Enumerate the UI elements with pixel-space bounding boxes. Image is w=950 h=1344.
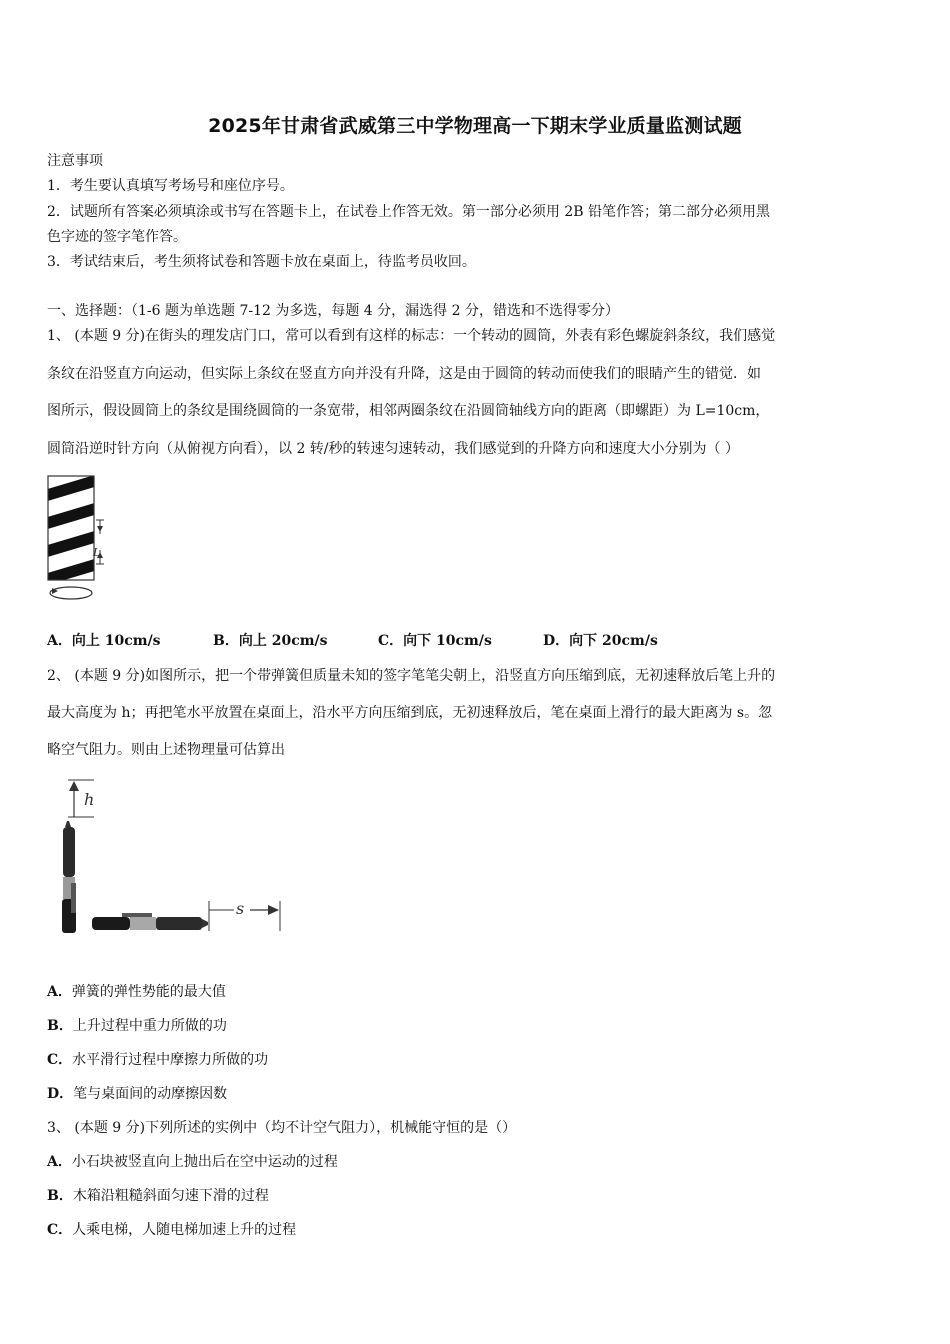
q1-option-a: A．向上 10cm/s xyxy=(47,633,161,649)
q1-text-line: 图所示，假设圆筒上的条纹是围绕圆筒的一条宽带，相邻两圈条纹在沿圆筒轴线方向的距离（即螺距）为 L=10cm， xyxy=(47,403,770,419)
q3-option-c: C．人乘电梯，人随电梯加速上升的过程 xyxy=(47,1222,297,1238)
q3-option-a: A．小石块被竖直向上抛出后在空中运动的过程 xyxy=(47,1154,338,1170)
q3-text-line: 3、 (本题 9 分)下列所述的实例中（均不计空气阻力），机械能守恒的是（） xyxy=(47,1120,517,1136)
notice-heading: 注意事项 xyxy=(47,153,103,169)
q2-text-line: 最大高度为 h；再把笔水平放置在桌面上，沿水平方向压缩到底，无初速释放后，笔在桌面上滑行的最大距离为 s。忽 xyxy=(47,705,773,721)
section-heading: 一、选择题：（1-6 题为单选题 7-12 为多选，每题 4 分，漏选得 2 分，错选和不选得零分） xyxy=(47,303,619,319)
barber-pole-figure xyxy=(44,472,114,607)
q1-option-d: D．向下 20cm/s xyxy=(543,633,658,649)
figure-label-s: s xyxy=(236,899,245,918)
q3-option-b: B．木箱沿粗糙斜面匀速下滑的过程 xyxy=(47,1188,269,1204)
q2-option-d: D．笔与桌面间的动摩擦因数 xyxy=(47,1086,228,1102)
q1-text-line: 1、 (本题 9 分)在街头的理发店门口，常可以看到有这样的标志：一个转动的圆筒，外表有彩色螺旋斜条纹，我们感觉 xyxy=(47,328,776,344)
notice-item: 2．试题所有答案必须填涂或书写在答题卡上，在试卷上作答无效。第一部分必须用 2B 铅笔作答；第二部分必须用黑 xyxy=(47,204,770,220)
barber-pole-svg xyxy=(44,472,114,607)
notice-item: 1．考生要认真填写考场号和座位序号。 xyxy=(47,178,294,194)
q2-text-line: 2、 (本题 9 分)如图所示，把一个带弹簧但质量未知的签字笔笔尖朝上，沿竖直方向压缩到底，无初速释放后笔上升的 xyxy=(47,668,776,684)
page-title: 2025年甘肃省武威第三中学物理高一下期末学业质量监测试题 xyxy=(208,115,742,137)
q1-option-b: B．向上 20cm/s xyxy=(213,633,328,649)
pen-svg xyxy=(52,775,292,945)
q1-text-line: 条纹在沿竖直方向运动，但实际上条纹在竖直方向并没有升降，这是由于圆筒的转动而使我们的眼睛产生的错觉．如 xyxy=(47,366,761,382)
q1-option-c: C．向下 10cm/s xyxy=(378,633,492,649)
q1-text-line: 圆筒沿逆时针方向（从俯视方向看），以 2 转/秒的转速匀速转动，我们感觉到的升降方向和速度大小分别为（ ） xyxy=(47,441,739,457)
q2-option-a: A．弹簧的弹性势能的最大值 xyxy=(47,984,226,1000)
notice-item: 色字迹的签字笔作答。 xyxy=(47,229,187,245)
figure-label-L: L xyxy=(93,546,101,559)
q2-text-line: 略空气阻力。则由上述物理量可估算出 xyxy=(47,742,285,758)
q2-option-b: B．上升过程中重力所做的功 xyxy=(47,1018,227,1034)
figure-label-h: h xyxy=(84,790,95,809)
q2-option-c: C．水平滑行过程中摩擦力所做的功 xyxy=(47,1052,269,1068)
pen-figure xyxy=(52,775,292,945)
notice-item: 3．考试结束后，考生须将试卷和答题卡放在桌面上，待监考员收回。 xyxy=(47,254,476,270)
